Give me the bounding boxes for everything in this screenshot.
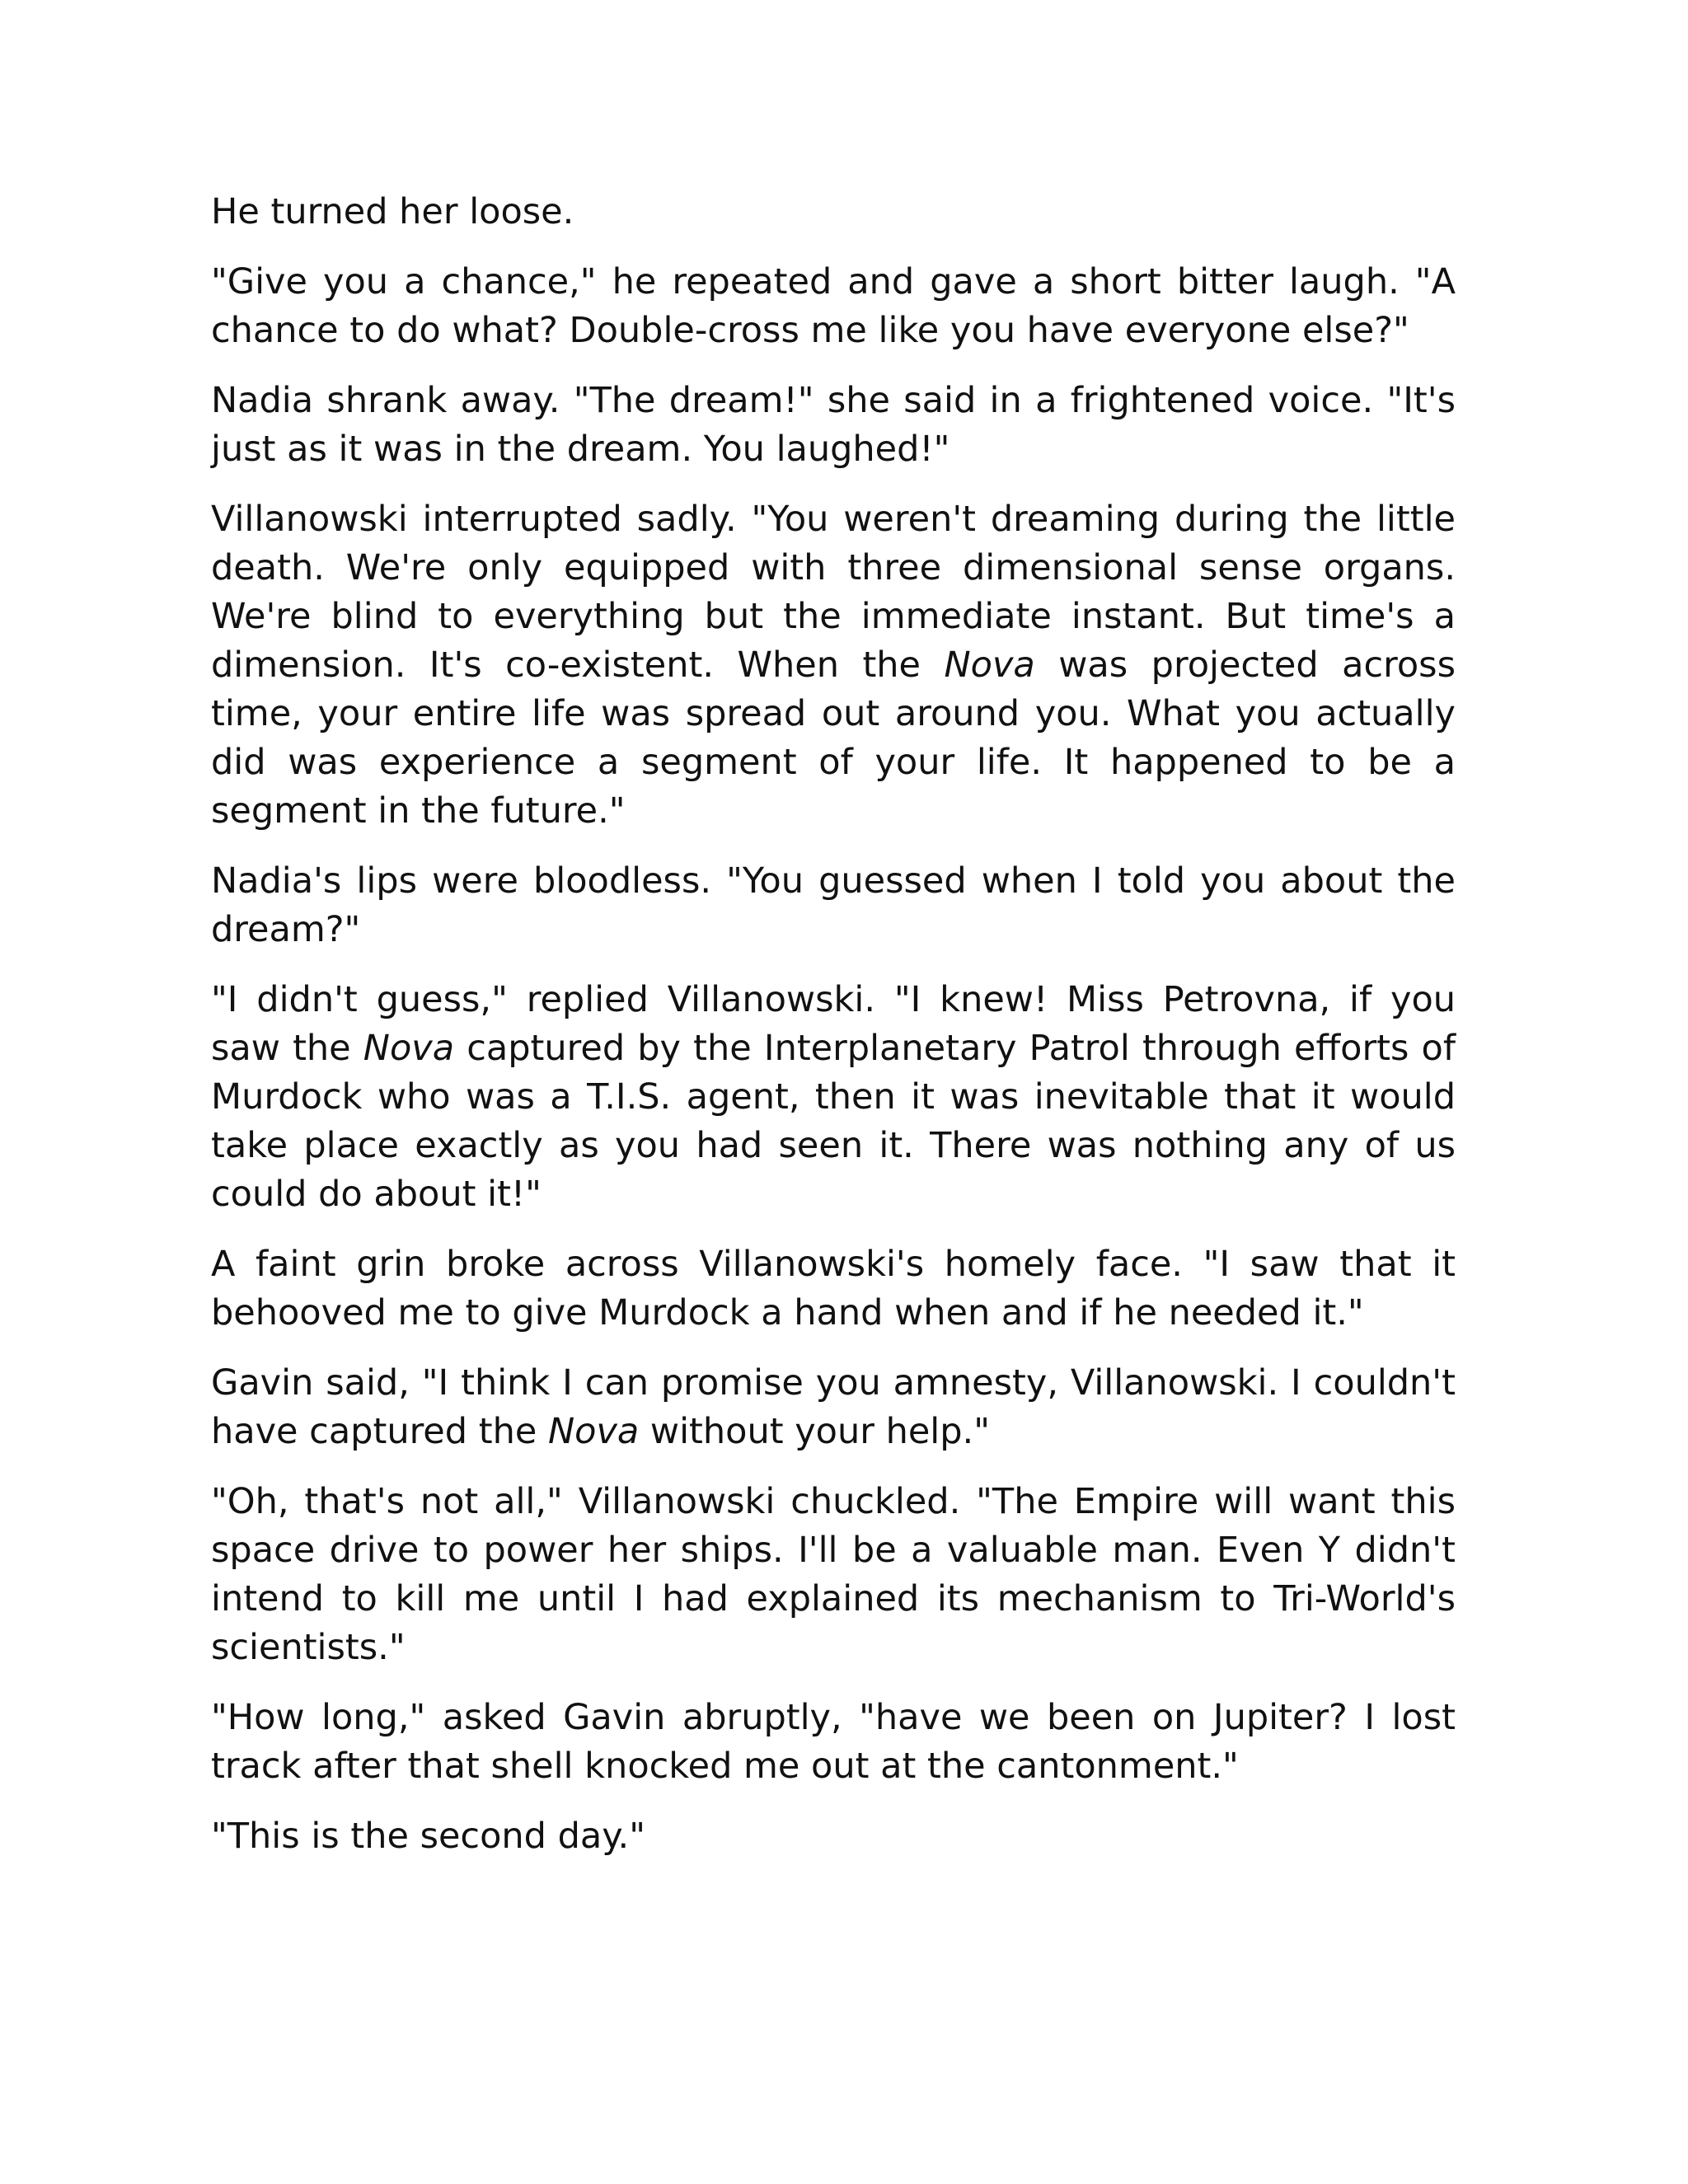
paragraph-text: "I didn't guess," replied Villanowski. "I knew! Miss Petrovna, if you saw the	[211, 979, 1456, 1069]
paragraph	[211, 857, 1456, 954]
ship-name-italic: Nova	[547, 1411, 640, 1452]
paragraph-text: "How long," asked Gavin abruptly, "have we been on Jupiter? I lost track after that shell knocked me out at the cantonment."	[211, 1697, 1456, 1787]
document-page	[211, 188, 1456, 1861]
paragraph-text: captured by the Interplanetary Patrol through efforts of Murdock who was a T.I.S. agent, then it was inevitable that it would take place exactly as you had seen it. There was nothing any of us could do about it!"	[211, 1028, 1456, 1215]
paragraph	[211, 1478, 1456, 1672]
paragraph	[211, 188, 1456, 237]
paragraph-text: Villanowski interrupted sadly. "You weren't dreaming during the little death. We're only equipped with three dimensional sense organs. We're blind to everything but the immediate instant. But time's a dimension. It's co-existent. When the	[211, 499, 1456, 686]
paragraph	[211, 495, 1456, 836]
paragraph-text: Nadia's lips were bloodless. "You guessed when I told you about the dream?"	[211, 860, 1456, 950]
paragraph-text: "Give you a chance," he repeated and gave a short bitter laugh. "A chance to do what? Double-cross me like you have everyone else?"	[211, 261, 1456, 351]
paragraph-text: Gavin said, "I think I can promise you amnesty, Villanowski. I couldn't have captured the	[211, 1362, 1456, 1452]
paragraph-text: was projected across time, your entire life was spread out around you. What you actually did was experience a segment of your life. It happened to be a segment in the future."	[211, 644, 1456, 832]
paragraph-text: A faint grin broke across Villanowski's homely face. "I saw that it behooved me to give Murdock a hand when and if he needed it."	[211, 1244, 1456, 1333]
paragraph	[211, 1359, 1456, 1456]
paragraph-text: "This is the second day."	[211, 1816, 646, 1857]
paragraph	[211, 258, 1456, 355]
paragraph-text: Nadia shrank away. "The dream!" she said in a frightened voice. "It's just as it was in the dream. You laughed!"	[211, 380, 1456, 470]
paragraph-text: "Oh, that's not all," Villanowski chuckled. "The Empire will want this space drive to power her ships. I'll be a valuable man. Even Y didn't intend to kill me until I had explained its mechanism to Tri-World's scientists."	[211, 1481, 1456, 1668]
paragraph	[211, 377, 1456, 474]
ship-name-italic: Nova	[363, 1028, 455, 1069]
paragraph-text: without your help."	[639, 1411, 990, 1452]
ship-name-italic: Nova	[944, 644, 1035, 686]
paragraph	[211, 1812, 1456, 1861]
paragraph	[211, 1694, 1456, 1791]
paragraph	[211, 976, 1456, 1219]
paragraph-text: He turned her loose.	[211, 191, 574, 232]
paragraph	[211, 1240, 1456, 1338]
